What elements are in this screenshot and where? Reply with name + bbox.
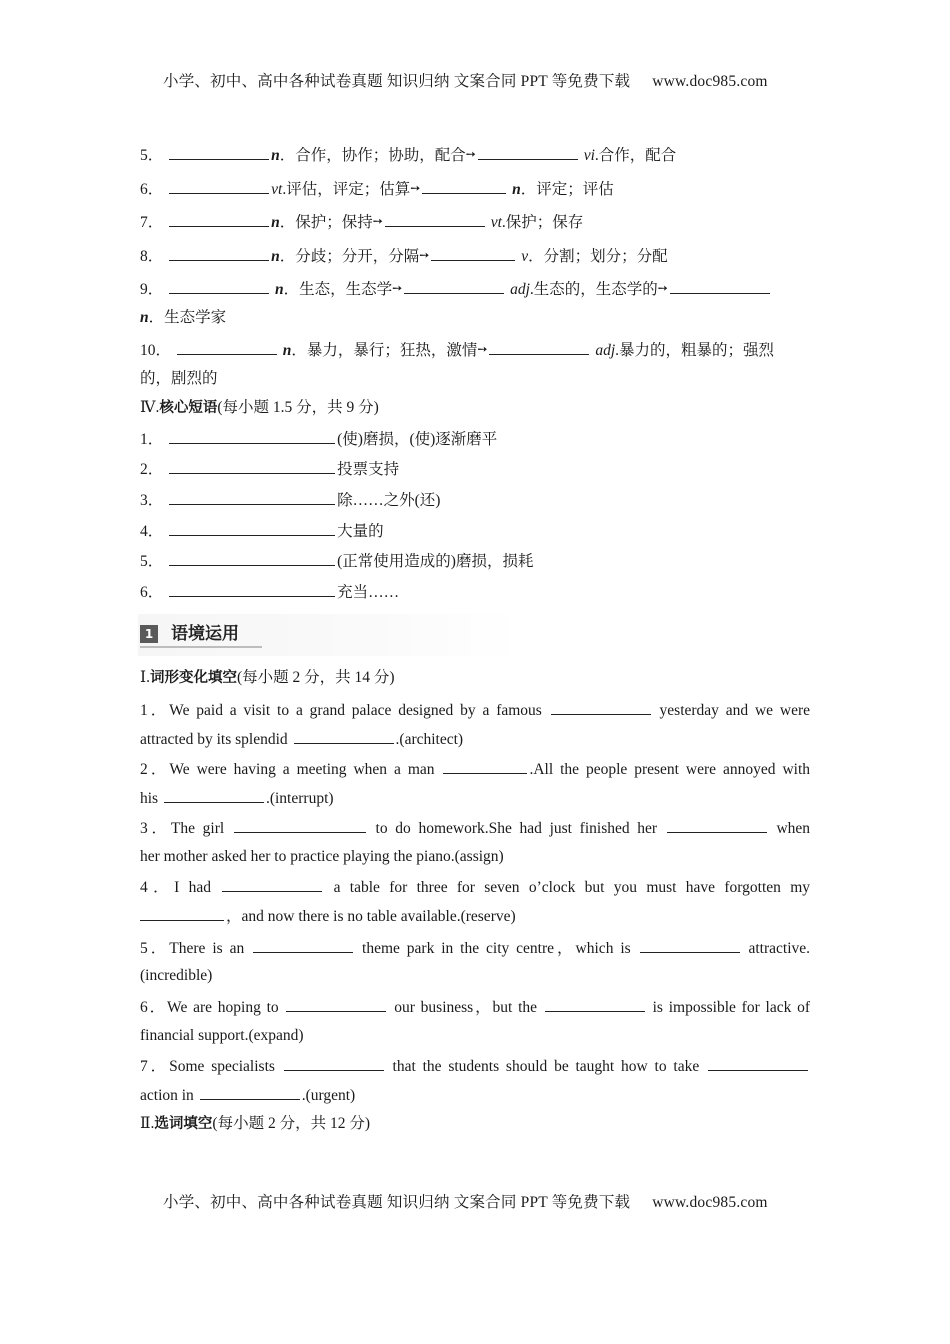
phrase-meaning: 投票支持 bbox=[337, 461, 400, 478]
watermark-text: 小学、初中、高中各种试卷真题 知识归纳 文案合同 PPT 等免费下载 bbox=[163, 73, 631, 90]
word-form-item bbox=[140, 278, 810, 300]
question-text: .All the people present were annoyed with bbox=[529, 761, 811, 778]
answer-blank[interactable] bbox=[169, 145, 269, 160]
answer-blank[interactable] bbox=[169, 179, 269, 194]
part-of-speech: n bbox=[271, 214, 280, 231]
question-text: our business，but the bbox=[394, 999, 538, 1016]
section-numeral: Ⅱ. bbox=[140, 1115, 155, 1132]
phrase-meaning: (使)磨损，(使)逐渐磨平 bbox=[337, 431, 498, 448]
word-form-item bbox=[140, 178, 810, 200]
part-of-speech: n bbox=[140, 309, 149, 326]
answer-blank[interactable] bbox=[443, 759, 527, 774]
answer-blank[interactable] bbox=[169, 246, 269, 261]
question-text: 2．We were having a meeting when a man bbox=[140, 761, 435, 778]
definition: .评估，评定；估算 bbox=[282, 181, 411, 198]
phrase-item bbox=[140, 551, 810, 572]
answer-blank[interactable] bbox=[169, 429, 335, 444]
word-form-item bbox=[140, 144, 810, 166]
phrase-meaning: 充当…… bbox=[337, 584, 400, 601]
answer-blank[interactable] bbox=[169, 490, 335, 505]
section-score: (每小题 2 分，共 14 分) bbox=[237, 669, 395, 686]
section-score: (每小题 1.5 分，共 9 分) bbox=[217, 399, 379, 416]
answer-blank[interactable] bbox=[478, 145, 578, 160]
section-title: 核心短语 bbox=[159, 400, 218, 416]
question-text: action in bbox=[140, 1087, 194, 1104]
word-form-item bbox=[140, 245, 810, 267]
arrow-icon: ➙ bbox=[657, 281, 668, 295]
part-of-speech: n bbox=[512, 181, 521, 198]
section-numeral: Ⅳ. bbox=[140, 399, 160, 416]
item-number: 9． bbox=[140, 281, 164, 298]
watermark-url: www.doc985.com bbox=[652, 1194, 768, 1211]
item-number: 3． bbox=[140, 492, 164, 509]
question-item-cont bbox=[140, 1026, 810, 1046]
question-item-cont bbox=[140, 1085, 810, 1106]
question-text: 6．We are hoping to bbox=[140, 999, 279, 1016]
question-item-cont bbox=[140, 906, 810, 927]
answer-blank[interactable] bbox=[169, 459, 335, 474]
question-text: 7．Some specialists bbox=[140, 1058, 275, 1075]
section-heading-word-change bbox=[140, 668, 810, 688]
part-of-speech: v bbox=[521, 248, 529, 265]
definition: ．分歧；分开，分隔 bbox=[279, 248, 420, 265]
question-text: theme park in the city centre，which is bbox=[362, 940, 631, 957]
section-score: (每小题 2 分，共 12 分) bbox=[212, 1115, 370, 1132]
answer-blank[interactable] bbox=[385, 212, 485, 227]
section-heading-core-phrases bbox=[140, 398, 810, 418]
definition: ．分割；划分；分配 bbox=[528, 248, 668, 265]
word-form-item bbox=[140, 339, 810, 361]
part-of-speech: adj bbox=[595, 342, 616, 359]
definition: ．生态学家 bbox=[148, 309, 227, 326]
item-number: 6． bbox=[140, 181, 164, 198]
question-item-cont bbox=[140, 788, 810, 809]
answer-blank[interactable] bbox=[253, 938, 353, 953]
question-text: that the students should be taught how to take bbox=[392, 1058, 700, 1075]
part-of-speech: n bbox=[271, 147, 280, 164]
phrase-item bbox=[140, 459, 810, 480]
answer-blank[interactable] bbox=[545, 997, 645, 1012]
answer-blank[interactable] bbox=[234, 818, 366, 833]
section-numeral: Ⅰ. bbox=[140, 669, 150, 686]
question-item bbox=[140, 759, 810, 780]
answer-blank[interactable] bbox=[708, 1056, 808, 1071]
question-item bbox=[140, 818, 810, 839]
section-heading-select-word bbox=[140, 1114, 810, 1134]
question-text: 3．The girl bbox=[140, 820, 225, 837]
word-form-item bbox=[140, 211, 810, 233]
phrase-item bbox=[140, 582, 810, 603]
answer-blank[interactable] bbox=[177, 340, 277, 355]
question-text: her mother asked her to practice playing the piano.(assign) bbox=[140, 848, 504, 865]
question-hint: .(architect) bbox=[395, 731, 464, 748]
answer-blank[interactable] bbox=[140, 906, 224, 921]
item-number: 5． bbox=[140, 147, 164, 164]
arrow-icon: ➙ bbox=[465, 147, 476, 161]
word-form-item-cont bbox=[140, 369, 810, 389]
answer-blank[interactable] bbox=[222, 877, 322, 892]
definition: .合作，配合 bbox=[594, 147, 677, 164]
phrase-meaning: 除……之外(还) bbox=[337, 492, 441, 509]
answer-blank[interactable] bbox=[431, 246, 515, 261]
phrase-meaning: 大量的 bbox=[337, 523, 384, 540]
question-text: his bbox=[140, 790, 159, 807]
question-text: ，and now there is no table available.(reserve) bbox=[226, 908, 516, 925]
definition: ．保护；保持 bbox=[279, 214, 373, 231]
answer-blank[interactable] bbox=[200, 1085, 300, 1100]
item-number: 1． bbox=[140, 431, 164, 448]
question-text: 5．There is an bbox=[140, 940, 245, 957]
item-number: 5． bbox=[140, 553, 164, 570]
phrase-item bbox=[140, 490, 810, 511]
answer-blank[interactable] bbox=[489, 340, 589, 355]
answer-blank[interactable] bbox=[404, 279, 504, 294]
phrase-item bbox=[140, 521, 810, 542]
header-watermark bbox=[163, 69, 803, 91]
answer-blank[interactable] bbox=[164, 788, 264, 803]
phrase-meaning: (正常使用造成的)磨损，损耗 bbox=[337, 553, 534, 570]
question-text: attractive. bbox=[748, 940, 811, 957]
part-of-speech: n bbox=[271, 248, 280, 265]
footer-watermark bbox=[163, 1190, 803, 1212]
question-item bbox=[140, 938, 810, 959]
question-item-cont bbox=[140, 966, 810, 986]
question-text: is impossible for lack of bbox=[652, 999, 811, 1016]
question-text: 1．We paid a visit to a grand palace designed by a famous bbox=[140, 702, 542, 719]
item-number: 2． bbox=[140, 461, 164, 478]
part-of-speech: n bbox=[282, 342, 292, 359]
question-item bbox=[140, 997, 810, 1018]
definition: ．暴力，暴行；狂热，激情 bbox=[291, 342, 478, 359]
question-text: 4．I had bbox=[140, 879, 211, 896]
answer-blank[interactable] bbox=[169, 279, 269, 294]
answer-blank[interactable] bbox=[670, 279, 770, 294]
part-of-speech: n bbox=[275, 281, 284, 298]
item-number: 8． bbox=[140, 248, 164, 265]
question-item-cont bbox=[140, 847, 810, 867]
item-number: 6． bbox=[140, 584, 164, 601]
answer-blank[interactable] bbox=[294, 729, 394, 744]
answer-blank[interactable] bbox=[169, 212, 269, 227]
answer-blank[interactable] bbox=[169, 582, 335, 597]
definition: ．合作，协作；协助，配合 bbox=[279, 147, 466, 164]
answer-blank[interactable] bbox=[640, 938, 740, 953]
arrow-icon: ➙ bbox=[410, 181, 421, 195]
answer-blank[interactable] bbox=[667, 818, 767, 833]
question-text: attracted by its splendid bbox=[140, 731, 288, 748]
answer-blank[interactable] bbox=[551, 700, 651, 715]
answer-blank[interactable] bbox=[286, 997, 386, 1012]
word-form-item-cont bbox=[140, 308, 810, 328]
question-text: financial support.(expand) bbox=[140, 1027, 304, 1044]
question-text: when bbox=[776, 820, 811, 837]
question-text: to do homework.She had just finished her bbox=[375, 820, 658, 837]
section-title: 语境运用 bbox=[171, 624, 239, 644]
phrase-item bbox=[140, 429, 810, 450]
item-number: 4． bbox=[140, 523, 164, 540]
section-header-context-usage bbox=[140, 622, 262, 648]
definition: ．评定；评估 bbox=[520, 181, 614, 198]
definition: ．生态，生态学 bbox=[283, 281, 393, 298]
arrow-icon: ➙ bbox=[477, 342, 488, 356]
watermark-text: 小学、初中、高中各种试卷真题 知识归纳 文案合同 PPT 等免费下载 bbox=[163, 1194, 631, 1211]
watermark-url: www.doc985.com bbox=[652, 73, 768, 90]
answer-blank[interactable] bbox=[169, 521, 335, 536]
part-of-speech: vt bbox=[490, 214, 502, 231]
definition: .暴力的，粗暴的；强烈 bbox=[615, 342, 775, 359]
section-title: 选词填空 bbox=[154, 1116, 213, 1132]
question-text: yesterday and we were bbox=[659, 702, 811, 719]
question-hint: .(interrupt) bbox=[265, 790, 334, 807]
question-text: a table for three for seven o’clock but you must have forgotten my bbox=[333, 879, 810, 896]
part-of-speech: vt bbox=[271, 181, 283, 198]
section-number-icon: 1 bbox=[140, 625, 158, 643]
definition: 的，剧烈的 bbox=[140, 370, 218, 387]
definition: .保护；保存 bbox=[501, 214, 584, 231]
question-item bbox=[140, 700, 810, 721]
question-hint: .(urgent) bbox=[301, 1087, 356, 1104]
question-item bbox=[140, 1056, 810, 1077]
arrow-icon: ➙ bbox=[372, 214, 383, 228]
part-of-speech: vi bbox=[583, 147, 595, 164]
arrow-icon: ➙ bbox=[419, 248, 430, 262]
arrow-icon: ➙ bbox=[392, 281, 403, 295]
part-of-speech: adj bbox=[510, 281, 530, 298]
question-item-cont bbox=[140, 729, 810, 750]
question-hint: (incredible) bbox=[140, 967, 213, 984]
item-number: 7． bbox=[140, 214, 164, 231]
answer-blank[interactable] bbox=[422, 179, 506, 194]
item-number: 10． bbox=[140, 342, 172, 359]
question-item bbox=[140, 877, 810, 898]
answer-blank[interactable] bbox=[284, 1056, 384, 1071]
section-title: 词形变化填空 bbox=[150, 670, 237, 686]
definition: .生态的，生态学的 bbox=[529, 281, 658, 298]
answer-blank[interactable] bbox=[169, 551, 335, 566]
